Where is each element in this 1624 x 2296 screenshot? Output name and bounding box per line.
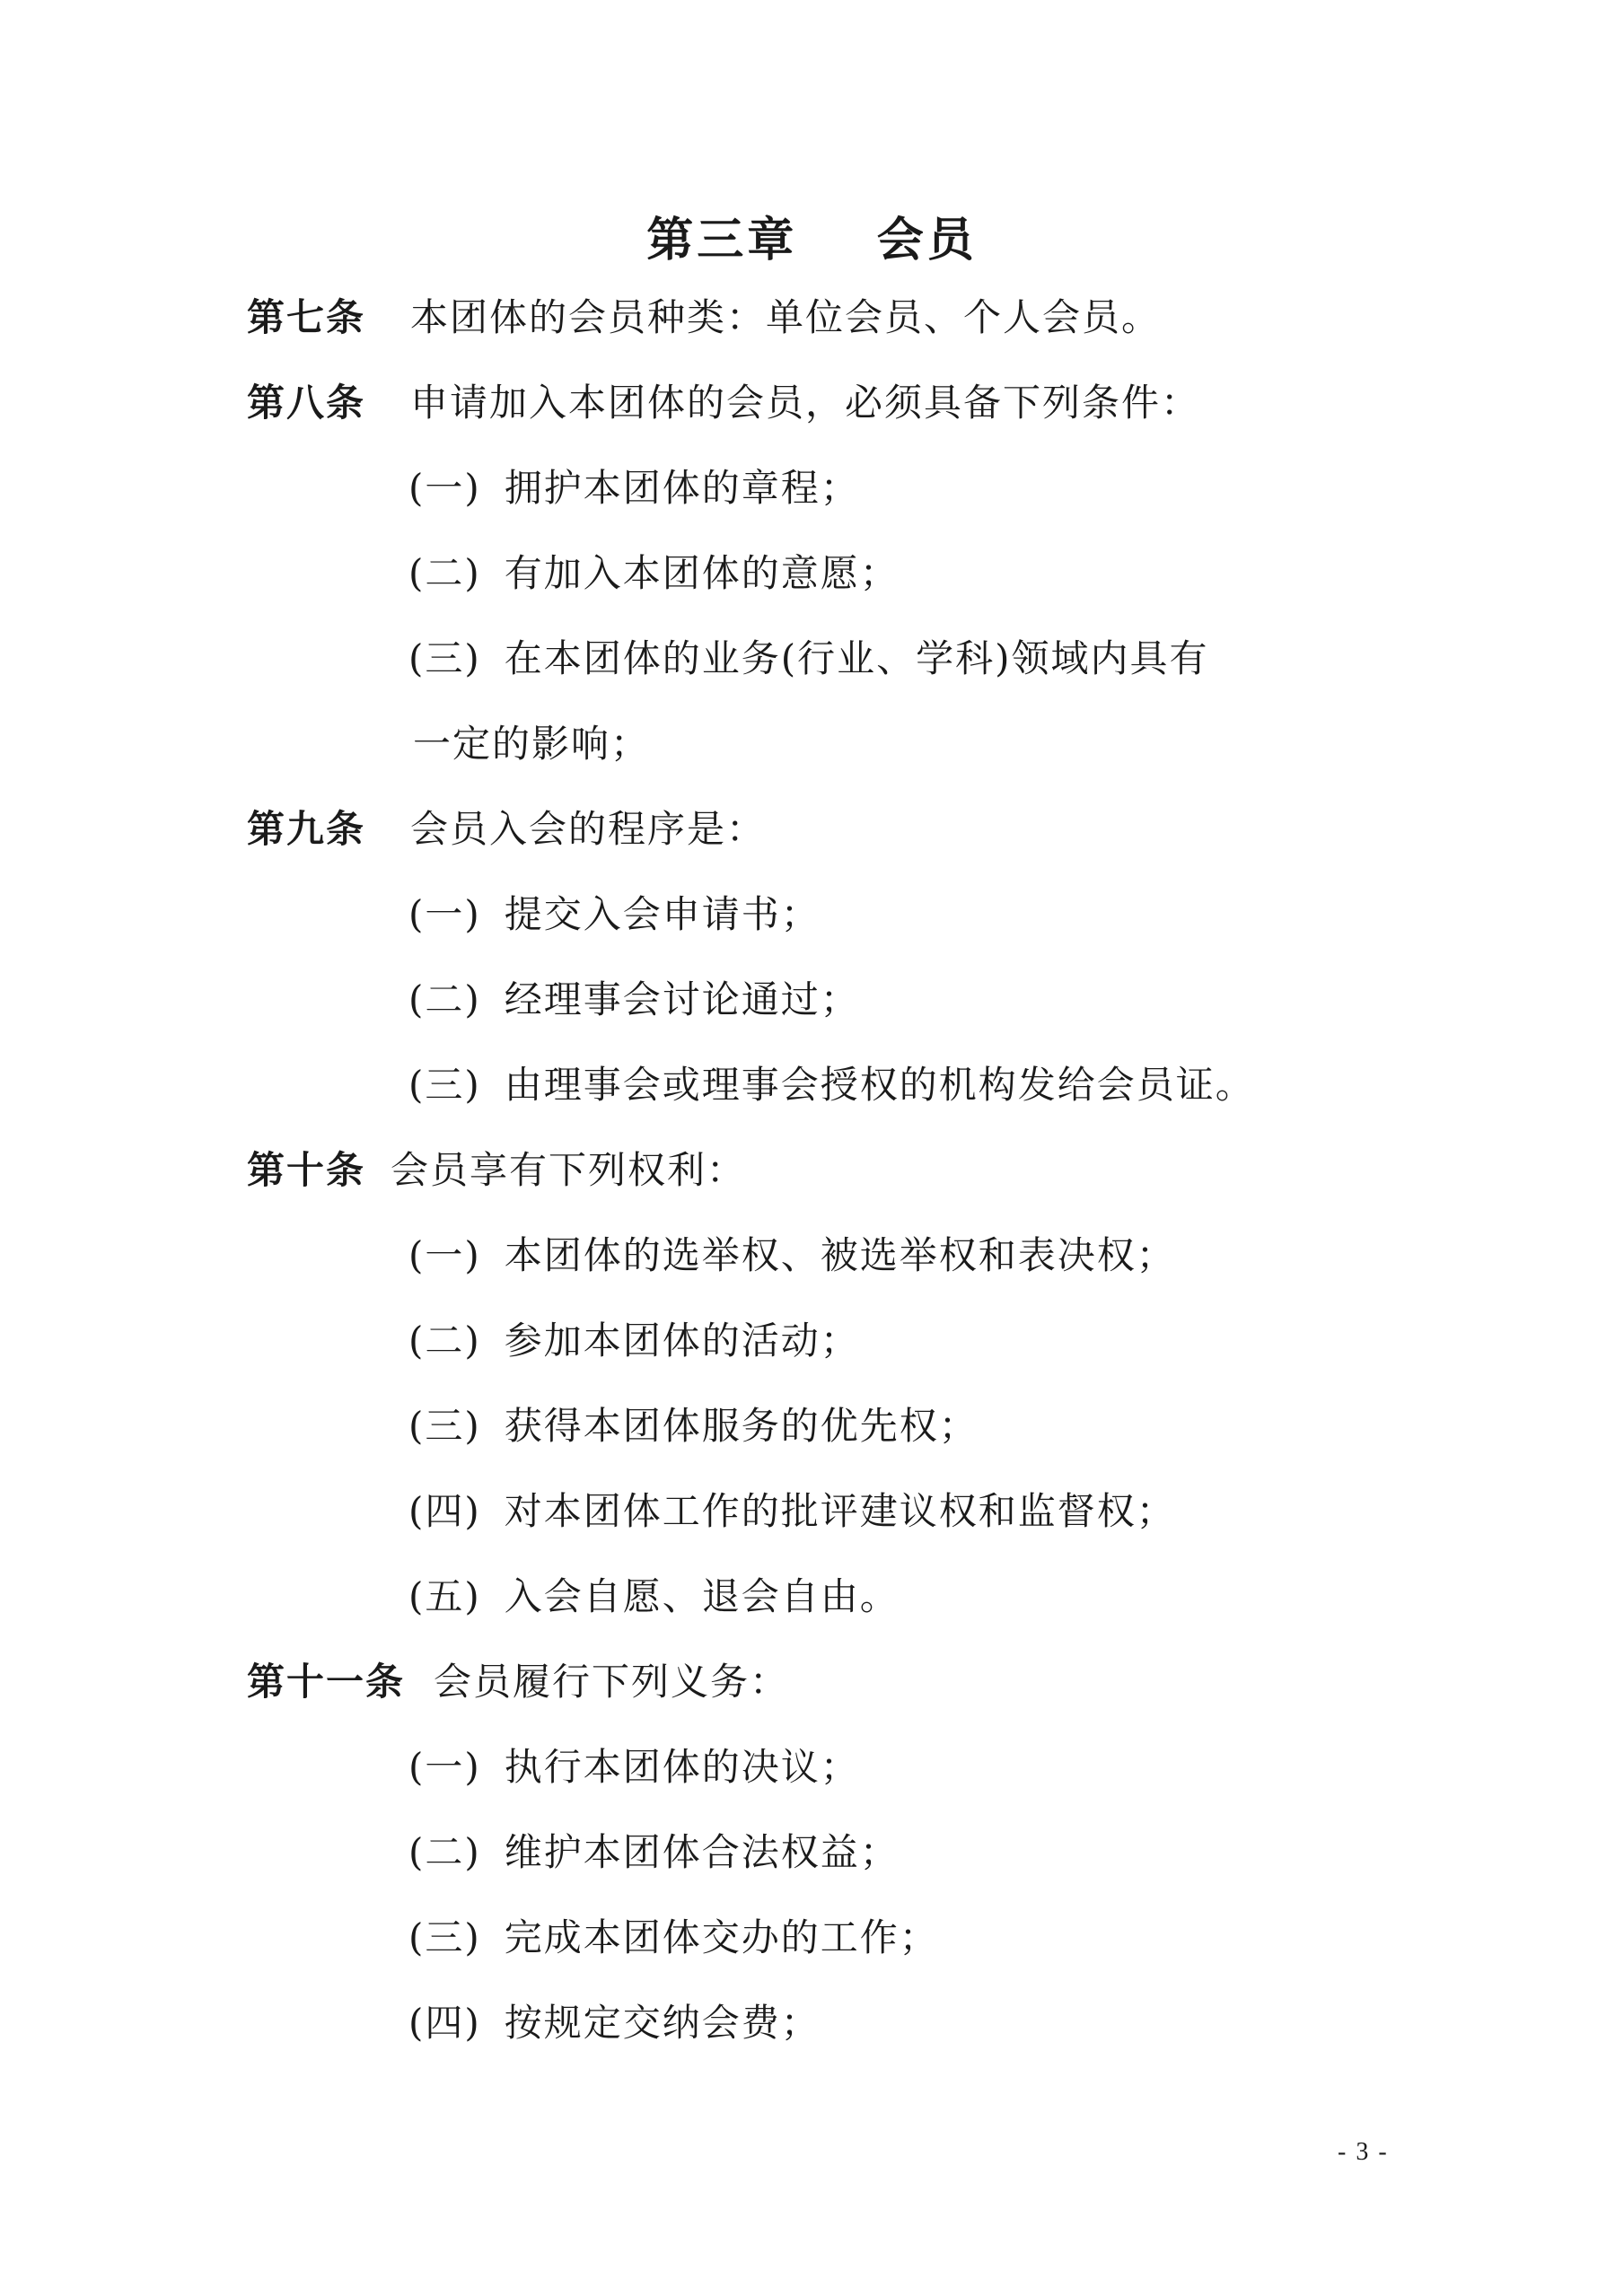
article-8	[247, 374, 1200, 432]
list-item	[408, 1227, 1176, 1284]
list-item	[408, 1568, 900, 1626]
item-text: 在本团体的业务(行业、学科)领域内具有	[504, 636, 1209, 680]
item-number: (二)	[408, 551, 481, 595]
item-number: (三)	[408, 1915, 481, 1959]
item-number: (一)	[408, 466, 481, 510]
item-text: 经理事会讨论通过；	[504, 977, 860, 1021]
article-label: 第七条	[247, 295, 366, 339]
item-number: (二)	[408, 977, 481, 1021]
list-item	[408, 1994, 821, 2052]
item-text: 获得本团体服务的优先权；	[504, 1404, 979, 1448]
list-item	[408, 630, 1209, 688]
item-text: 按规定交纳会费；	[504, 2001, 821, 2045]
list-item	[408, 886, 821, 943]
article-label: 第九条	[247, 807, 366, 851]
item-number: (四)	[408, 2001, 481, 2045]
list-item	[408, 545, 900, 602]
list-item	[408, 1312, 860, 1370]
item-text: 对本团体工作的批评建议权和监督权；	[504, 1489, 1176, 1533]
list-item	[408, 1056, 1255, 1114]
page-number: - 3 -	[1338, 2138, 1389, 2166]
article-text: 本团体的会员种类：单位会员、个人会员。	[410, 295, 1162, 339]
item-number: (二)	[408, 1319, 481, 1363]
item-number: (三)	[408, 1063, 481, 1107]
item-text: 由理事会或理事会授权的机构发给会员证。	[504, 1063, 1255, 1107]
item-text: 完成本团体交办的工作；	[504, 1915, 939, 1959]
article-7	[247, 289, 1161, 346]
list-item	[408, 1398, 979, 1455]
list-item	[408, 1739, 860, 1796]
list-item	[408, 1483, 1176, 1540]
article-label: 第八条	[247, 381, 366, 425]
article-text: 会员履行下列义务：	[434, 1660, 790, 1704]
item-text: 本团体的选举权、被选举权和表决权；	[504, 1233, 1176, 1277]
article-label: 第十一条	[247, 1660, 406, 1704]
article-text: 会员入会的程序是：	[410, 807, 767, 851]
item-text: 入会自愿、退会自由。	[504, 1574, 900, 1618]
list-item	[408, 460, 860, 517]
item-text: 拥护本团体的章程；	[504, 466, 860, 510]
article-text: 申请加入本团体的会员，必须具备下列条件：	[410, 381, 1201, 425]
item-number: (五)	[408, 1574, 481, 1618]
item-text: 提交入会申请书；	[504, 892, 821, 936]
item-continuation: 一定的影响；	[413, 722, 651, 766]
item-text: 参加本团体的活动；	[504, 1319, 860, 1363]
article-11	[247, 1653, 789, 1711]
item-number: (四)	[408, 1489, 481, 1533]
item-text: 有加入本团体的意愿；	[504, 551, 900, 595]
chapter-title: 第三章 会员	[646, 214, 978, 267]
list-item	[408, 1909, 939, 1967]
item-number: (二)	[408, 1830, 481, 1874]
item-text: 执行本团体的决议；	[504, 1745, 860, 1789]
item-number: (三)	[408, 636, 481, 680]
item-number: (一)	[408, 1233, 481, 1277]
article-label: 第十条	[247, 1148, 366, 1192]
article-10	[247, 1142, 746, 1199]
item-number: (三)	[408, 1404, 481, 1448]
item-number: (一)	[408, 892, 481, 936]
list-item	[408, 971, 860, 1029]
list-item	[408, 1824, 900, 1881]
item-number: (一)	[408, 1745, 481, 1789]
article-text: 会员享有下列权利：	[391, 1148, 747, 1192]
item-text: 维护本团体合法权益；	[504, 1830, 900, 1874]
article-9	[247, 801, 766, 858]
